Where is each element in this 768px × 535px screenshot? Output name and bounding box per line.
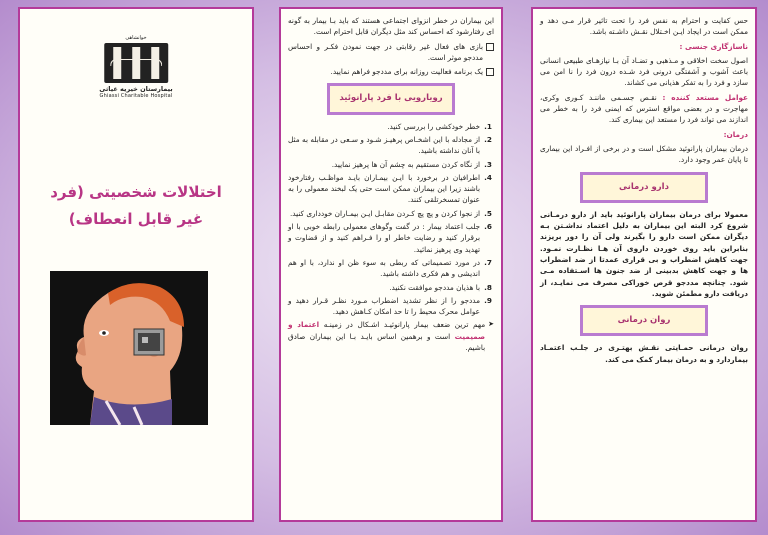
label-treatment: درمان:: [723, 129, 748, 139]
paragraph-treatment: درمان بیماران پارانوئید مشکل است و در برخی از افـراد این بیماری تا پایان عمر وجود دارد.: [540, 143, 748, 165]
label-sexual-maladjustment: ناسازگاری جنسی :: [679, 41, 748, 51]
list-item: 5. از نجوا کردن و پچ پچ کـردن مقابـل ایـن بیمـاران خودداری کنید.: [289, 208, 492, 218]
closing-post: است و برهمین اساس بایـد بـا این بیماران صادق باشیم.: [288, 331, 486, 352]
paranoid-head-illustration: [50, 271, 208, 425]
cover-title-line2: غیر قابل انعطاف): [68, 210, 204, 228]
list-item: [288, 66, 494, 77]
paragraph-predisposing-factors: نقـص جسـمی ماننـد کـوری وکری، مهاجرت و در بعضی مواقع استرس که ایمنی فرد را به خطر می اندازند می تواند فرد را مستعد این بیماری کند.: [540, 92, 748, 125]
paranoid-guidelines-list: [288, 121, 494, 318]
logo-mark-icon: [104, 43, 168, 83]
list-item: 1. خطر خودکشی را بررسی کنید.: [387, 121, 492, 131]
section-heading-drug-therapy: دارو درمانی: [580, 172, 708, 203]
list-item: [288, 41, 494, 64]
list-item: 3. از نگاه کردن مستقیم به چشم آن ها پرهیز نمایید.: [331, 159, 492, 169]
list-item: 9. مددجو را از نظر تشدید اضطراب مـورد نظـر قـرار دهید و عوامل محرک محیط را تا حد امکان کـاهش دهید.: [288, 295, 492, 317]
paragraph-sexual-maladjustment: اصول سخت اخلاقی و مـذهبی و تضـاد آن بـا نیازهـای طبیعی انسانی باعث آشوب و آشفتگی درونی فرد شـده درون فرد را نا امن می سازد و فرد را به تفکر هذیانی می کشاند.: [540, 55, 748, 88]
middle-intro: این بیماران در خطر انزوای اجتماعی هستند که باید بـا بیمار به گونه ای رفتارشود که احساس کند مثل دیگران قابل احترام است.: [288, 16, 494, 37]
cover-panel: [18, 7, 254, 522]
list-item: 4. اطرافیان در برخورد با ایـن بیمـاران بایـد مواظـب رفتارخود باشند زیرا این بیماران ممکن است حتی یک لبخند معمولی را به عنوان تمسخرتلقی کنند.: [288, 172, 492, 205]
section-heading-psychotherapy: روان درمانی: [580, 305, 708, 336]
arrow-bullet-icon: ➤: [488, 320, 494, 329]
list-item: 2. از مجادله با این اشخـاص پرهیـز شـود و سـعی در مقابله به مثل با آنان نداشته باشید.: [288, 134, 492, 156]
closing-pre: مهم ترین ضعف بیمار پارانوئیـد اشـکال در زمینـه: [323, 320, 486, 330]
right-panel: [531, 7, 757, 522]
middle-panel: [279, 7, 503, 522]
section-heading-paranoid: رویارویی با فرد پارانوئید: [327, 83, 455, 114]
cover-title-line1: اختلالات شخصیتی (فرد: [50, 183, 222, 201]
logo-name-fa: بیمارستان خیریه غیاثی: [99, 85, 173, 93]
cover-title: [20, 179, 252, 233]
hospital-logo: [99, 35, 173, 99]
checkbox-bullet-icon: [486, 43, 494, 51]
paragraph-psychotherapy: روان درمانی حمـایتی نقـش بهتـری در جلـب اعتمـاد بیماردارد و به درمان بیمار کمک می کند.: [540, 343, 748, 364]
logo-top-text: خوانشاهی: [125, 35, 147, 41]
bullet-text: یک برنامه فعالیت روزانه برای مددجو فراهم نمایید.: [330, 67, 483, 77]
paragraph-self-esteem: حس کفایت و احترام به نفس فرد را تحت تاثیر قرار مـی دهد و ممکن است در ایجاد ایـن اخـتلال نقـش داشـته باشد.: [540, 16, 748, 37]
closing-keyword: اعتماد و صمیمیت: [288, 320, 486, 341]
paragraph-drug-therapy: معمولا برای درمان بیماران پارانوئید باید از دارو درمـانی شروع کرد البته این بیماران به دلیل اعتماد نداشـتن بـه دیگران ممکن است دارو را بگیرند ولی آن را دور بریزند بنابراین باید روی خوردن داروی آن هـا نظـارت نمـود. جهت کاهش اضطراب و بی قراری عمدتا از ضد اضطراب ها و جهت کاهش بدبینی از ضد جنون ها اسـتفاده مـی شود. چنانچه مددجو قرص خوراکی مصرف می نمایـد، از دریافت دارو مطمئن شوید.: [540, 209, 748, 298]
checkbox-bullet-icon: [486, 68, 494, 76]
closing-note: [288, 319, 494, 353]
bullet-text: بازی های فعال غیر رقابتی در جهت نمودن فکـر و احساس مددجو موثر است.: [288, 41, 483, 62]
list-item: 7. در مورد تصمیماتی که ربطی به سوء ظن او ندارد، با او هم اندیشی و هم فکری داشته باشید.: [288, 257, 492, 279]
logo-name-en: Ghiassi Charitable Hospital: [99, 93, 173, 99]
list-item: 8. با هذیان مددجو موافقت نکنید.: [389, 282, 492, 292]
list-item: 6. جلب اعتماد بیمار : در گفت وگوهای معمولی رابطه خوبی با او برقرار کنید و رضایت خاطر او را فـراهم کنید و از قضاوت و تهدید وی پرهیز نمائید.: [288, 222, 492, 254]
label-predisposing-factors: عوامل مستعد کننده :: [662, 92, 749, 102]
